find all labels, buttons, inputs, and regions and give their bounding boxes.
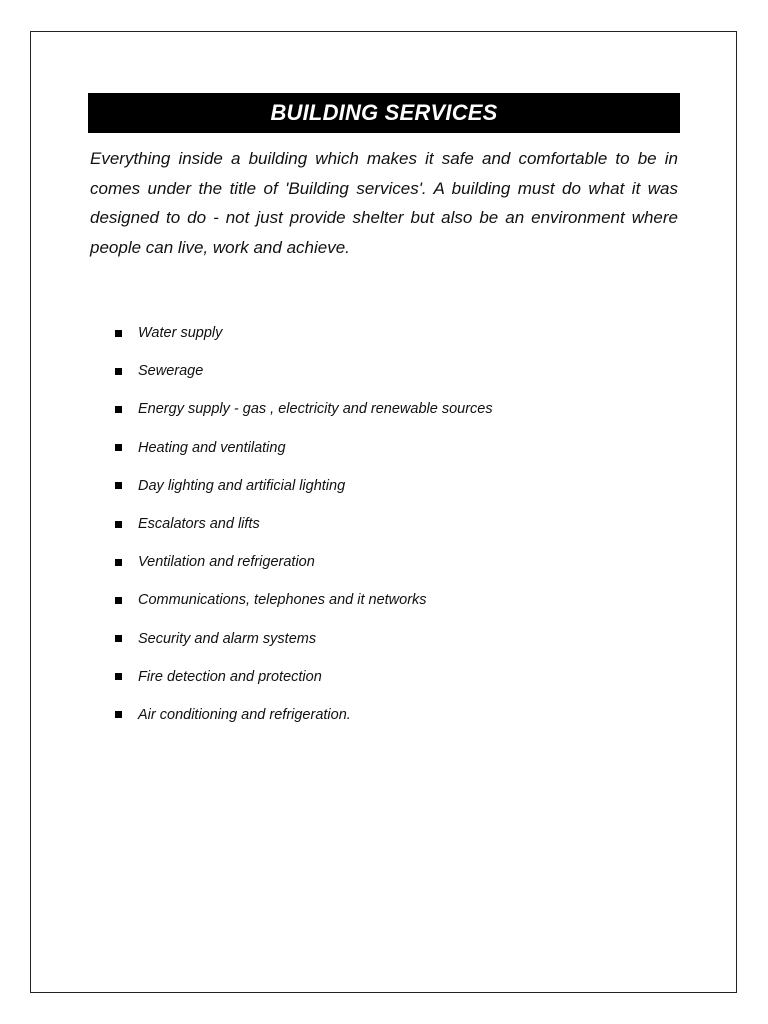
square-bullet-icon: [115, 444, 122, 451]
list-item: [113, 352, 493, 390]
square-bullet-icon: [115, 559, 122, 566]
list-item-label: Heating and ventilating: [138, 439, 286, 456]
list-item-label: Sewerage: [138, 363, 204, 380]
list-item: [113, 581, 493, 619]
intro-paragraph: Everything inside a building which makes it safe and comfortable to be in comes under the title of 'Building services'. A building must do what it was designed to do - not just provide shelter but also be an environment where people can live, work and achieve.: [90, 149, 678, 257]
square-bullet-icon: [115, 330, 122, 337]
list-item-label: Water supply: [138, 325, 223, 342]
square-bullet-icon: [115, 635, 122, 642]
list-item: [113, 505, 493, 543]
square-bullet-icon: [115, 368, 122, 375]
square-bullet-icon: [115, 673, 122, 680]
list-item-label: Fire detection and protection: [138, 668, 322, 685]
square-bullet-icon: [115, 711, 122, 718]
list-item-label: Security and alarm systems: [138, 630, 317, 647]
square-bullet-icon: [115, 521, 122, 528]
list-item: [113, 543, 493, 581]
list-item: [113, 658, 493, 696]
list-item: [113, 390, 493, 428]
list-item-label: Day lighting and artificial lighting: [138, 477, 346, 494]
list-item-label: Air conditioning and refrigeration.: [138, 706, 351, 723]
title-banner: [88, 93, 680, 133]
square-bullet-icon: [115, 597, 122, 604]
square-bullet-icon: [115, 406, 122, 413]
list-item-label: Escalators and lifts: [138, 516, 260, 533]
list-item-label: Ventilation and refrigeration: [138, 554, 315, 571]
list-item: [113, 620, 493, 658]
list-item-label: Communications, telephones and it networks: [138, 592, 427, 609]
services-list: [113, 314, 493, 734]
list-item: [113, 467, 493, 505]
list-item: [113, 696, 493, 734]
list-item: [113, 429, 493, 467]
square-bullet-icon: [115, 482, 122, 489]
list-item-label: Energy supply - gas , electricity and renewable sources: [138, 401, 493, 418]
list-item: [113, 314, 493, 352]
page-title: BUILDING SERVICES: [270, 100, 498, 125]
